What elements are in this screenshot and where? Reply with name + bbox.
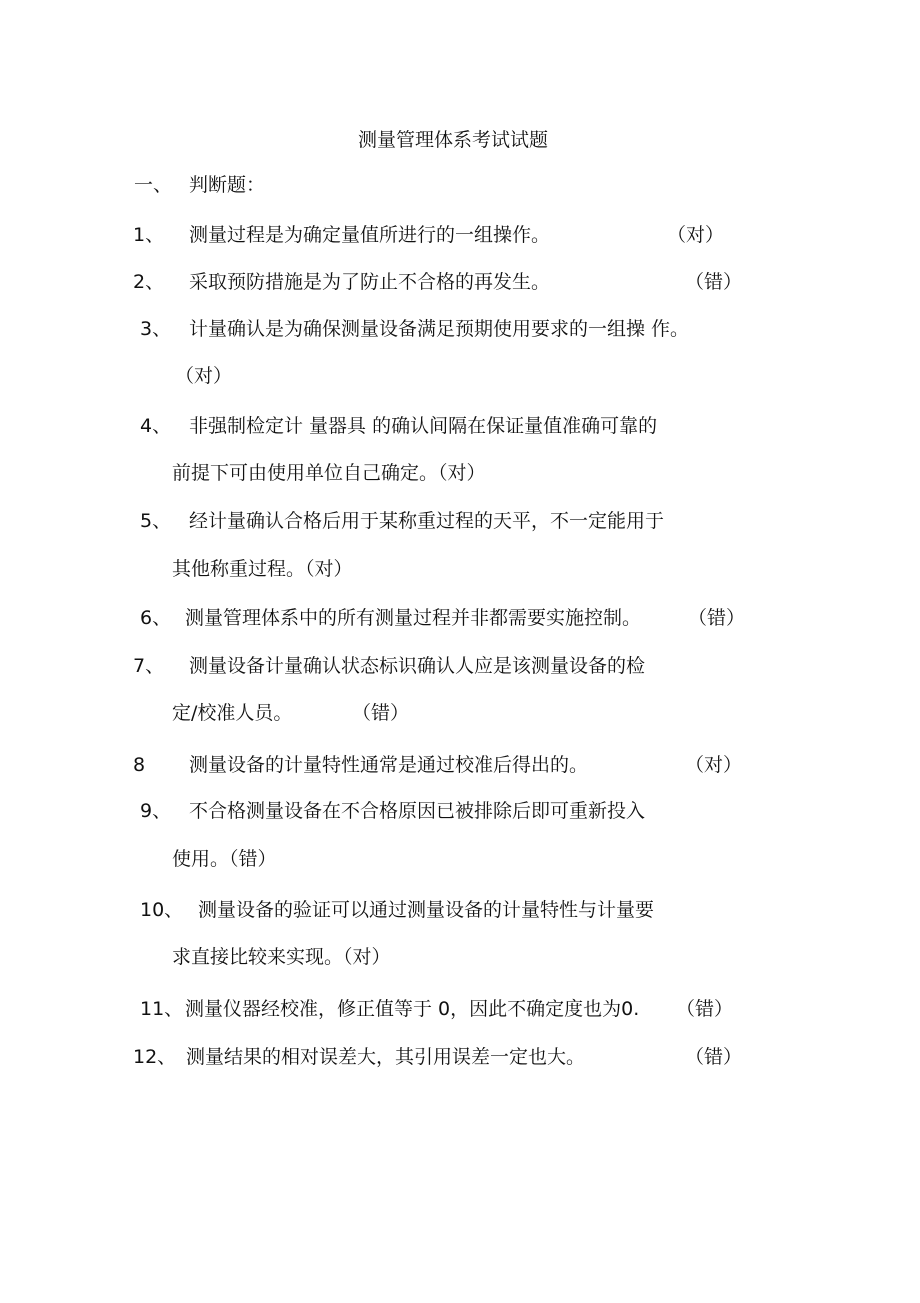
question-text-line: 其他称重过程。 [172, 558, 306, 580]
question-text: 测量过程是为确定量值所进行的一组操作。 [189, 224, 551, 246]
question-number: 9、 [140, 800, 172, 822]
question-text: 计量确认是为确保测量设备满足预期使用要求的一组操 作。 [189, 318, 690, 340]
question-number: 5、 [140, 510, 172, 532]
question-number: 1、 [133, 224, 165, 246]
question-answer: （对） [438, 462, 486, 484]
question-text: 非强制检定计 量器具 的确认间隔在保证量值准确可靠的 [189, 415, 658, 437]
question-answer: （错） [685, 1046, 743, 1068]
question-text: 测量仪器经校准，修正值等于 0，因此不确定度也为0. [185, 998, 640, 1020]
question-number: 8 [133, 754, 146, 776]
question-number: 6、 [140, 607, 172, 629]
question-number: 2、 [133, 271, 165, 293]
question-answer: （错） [685, 271, 743, 293]
question-text: 测量设备的计量特性通常是通过校准后得出的。 [189, 754, 589, 776]
question-text-line: 使用。 [172, 848, 230, 870]
question-number: 4、 [140, 415, 172, 437]
question-number: 11、 [140, 998, 184, 1020]
question-number: 3、 [140, 318, 172, 340]
section-number: 一、 [134, 174, 173, 196]
question-text-line: 求直接比较来实现。 [172, 946, 344, 968]
question-answer: （错） [676, 998, 734, 1020]
section-label: 判断题： [189, 174, 266, 196]
question-text: 不合格测量设备在不合格原因已被排除后即可重新投入 [189, 800, 646, 822]
question-text: 测量设备的验证可以通过测量设备的计量特性与计量要 [198, 899, 655, 921]
question-text [172, 560, 353, 579]
question-number: 12、 [133, 1046, 177, 1068]
question-answer: （错） [229, 848, 277, 870]
question-answer: （错） [352, 702, 410, 724]
question-text-line: 前提下可由使用单位自己确定。 [172, 462, 439, 484]
question-text-line: 定/校准人员。 [172, 702, 293, 724]
question-answer: （对） [667, 224, 725, 246]
question-answer: （对） [343, 946, 391, 968]
question-text: 采取预防措施是为了防止不合格的再发生。 [189, 271, 551, 293]
question-text: 测量管理体系中的所有测量过程并非都需要实施控制。 [185, 607, 642, 629]
question-number: 10、 [140, 899, 184, 921]
question-text [172, 850, 277, 869]
question-number: 7、 [133, 655, 165, 677]
question-text [172, 464, 486, 483]
question-answer: （对） [305, 558, 353, 580]
question-text: 测量设备计量确认状态标识确认人应是该测量设备的检 [189, 655, 646, 677]
question-answer: （错） [688, 607, 746, 629]
page-title: 测量管理体系考试试题 [358, 129, 549, 151]
question-answer: （对） [685, 754, 743, 776]
question-text: 测量结果的相对误差大，其引用误差一定也大。 [186, 1046, 586, 1068]
question-answer: （对） [175, 365, 233, 387]
question-text [172, 948, 391, 967]
question-text: 经计量确认合格后用于某称重过程的天平，不一定能用于 [189, 510, 665, 532]
